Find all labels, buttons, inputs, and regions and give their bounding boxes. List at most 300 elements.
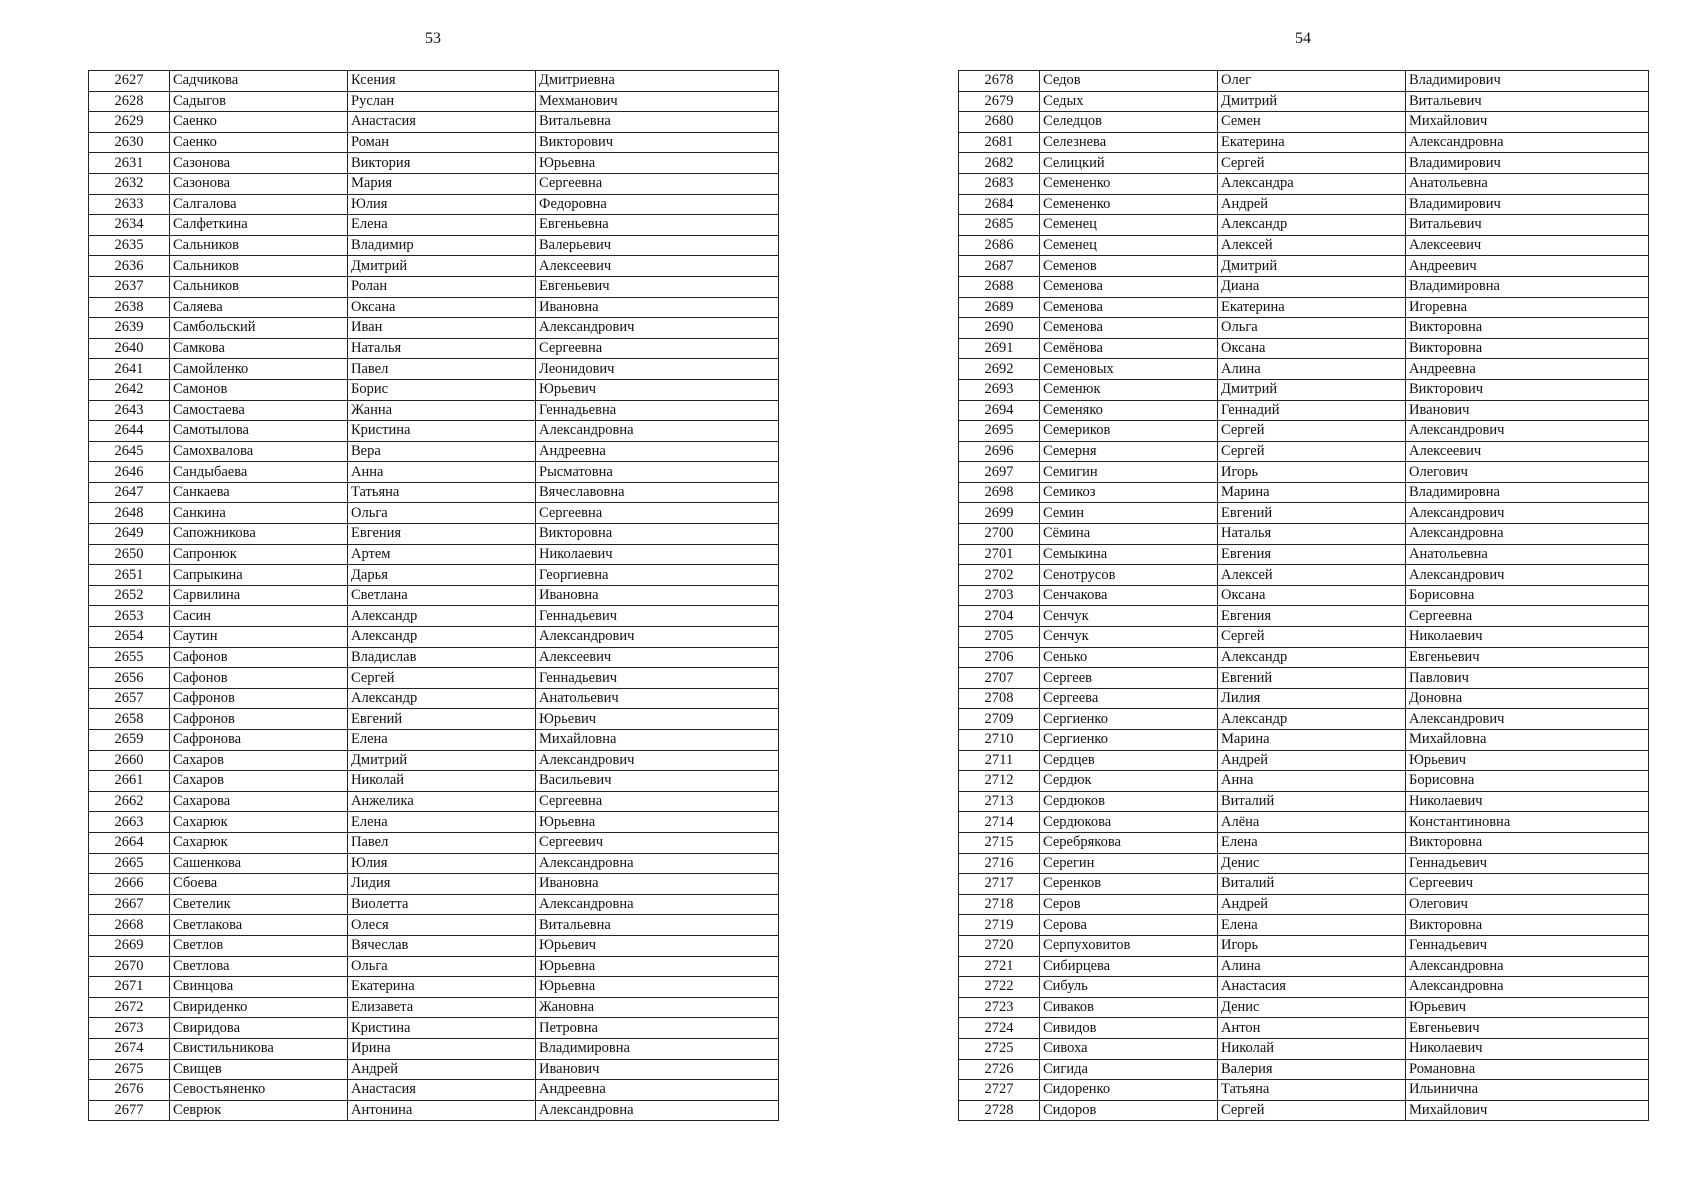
table-row [959,194,1649,215]
first-name-cell: Анна [348,462,536,483]
patronymic-cell: Николаевич [536,544,779,565]
patronymic-cell: Алексеевич [536,647,779,668]
row-number-cell: 2697 [959,462,1040,483]
row-number-cell: 2644 [89,421,170,442]
first-name-cell: Алина [1218,956,1406,977]
table-row [89,524,779,545]
table-row [959,400,1649,421]
table-row [959,750,1649,771]
last-name-cell: Сапронюк [170,544,348,565]
table-row [959,935,1649,956]
row-number-cell: 2713 [959,791,1040,812]
first-name-cell: Екатерина [1218,132,1406,153]
first-name-cell: Ксения [348,71,536,92]
table-row [89,565,779,586]
table-row [89,730,779,751]
first-name-cell: Анжелика [348,791,536,812]
last-name-cell: Сердюкова [1040,812,1218,833]
row-number-cell: 2690 [959,318,1040,339]
first-name-cell: Олеся [348,915,536,936]
table-row [959,874,1649,895]
row-number-cell: 2659 [89,730,170,751]
patronymic-cell: Евгеньевич [1406,1018,1649,1039]
row-number-cell: 2637 [89,276,170,297]
last-name-cell: Светелик [170,894,348,915]
last-name-cell: Саенко [170,112,348,133]
patronymic-cell: Юрьевич [536,935,779,956]
first-name-cell: Дмитрий [348,750,536,771]
patronymic-cell: Борисовна [1406,585,1649,606]
first-name-cell: Мария [348,173,536,194]
first-name-cell: Павел [348,359,536,380]
patronymic-cell: Ивановна [536,585,779,606]
row-number-cell: 2719 [959,915,1040,936]
last-name-cell: Свистильникова [170,1038,348,1059]
last-name-cell: Сидоренко [1040,1080,1218,1101]
first-name-cell: Елена [1218,915,1406,936]
first-name-cell: Владимир [348,235,536,256]
table-row [959,235,1649,256]
first-name-cell: Андрей [348,1059,536,1080]
first-name-cell: Евгений [348,709,536,730]
first-name-cell: Дмитрий [1218,256,1406,277]
patronymic-cell: Борисовна [1406,771,1649,792]
table-row [89,482,779,503]
last-name-cell: Серебрякова [1040,832,1218,853]
first-name-cell: Дмитрий [1218,91,1406,112]
table-row [89,1059,779,1080]
last-name-cell: Семигин [1040,462,1218,483]
first-name-cell: Николай [1218,1038,1406,1059]
patronymic-cell: Георгиевна [536,565,779,586]
last-name-cell: Сапожникова [170,524,348,545]
patronymic-cell: Андреевна [536,441,779,462]
table-row [959,462,1649,483]
first-name-cell: Роман [348,132,536,153]
row-number-cell: 2629 [89,112,170,133]
table-row [89,297,779,318]
first-name-cell: Вера [348,441,536,462]
last-name-cell: Сахарюк [170,832,348,853]
patronymic-cell: Владимировна [1406,482,1649,503]
row-number-cell: 2668 [89,915,170,936]
last-name-cell: Сашенкова [170,853,348,874]
patronymic-cell: Олегович [1406,462,1649,483]
row-number-cell: 2677 [89,1100,170,1121]
first-name-cell: Наталья [348,338,536,359]
patronymic-cell: Ильинична [1406,1080,1649,1101]
patronymic-cell: Евгеньевна [536,215,779,236]
last-name-cell: Садыгов [170,91,348,112]
table-row [89,647,779,668]
table-row [959,153,1649,174]
first-name-cell: Лидия [348,874,536,895]
table-row [959,647,1649,668]
row-number-cell: 2717 [959,874,1040,895]
table-row [89,153,779,174]
last-name-cell: Сасин [170,606,348,627]
row-number-cell: 2716 [959,853,1040,874]
last-name-cell: Сивидов [1040,1018,1218,1039]
row-number-cell: 2728 [959,1100,1040,1121]
patronymic-cell: Геннадьевич [1406,935,1649,956]
patronymic-cell: Доновна [1406,688,1649,709]
row-number-cell: 2725 [959,1038,1040,1059]
first-name-cell: Светлана [348,585,536,606]
table-row [959,524,1649,545]
last-name-cell: Серова [1040,915,1218,936]
row-number-cell: 2703 [959,585,1040,606]
last-name-cell: Сидоров [1040,1100,1218,1121]
table-row [89,1100,779,1121]
row-number-cell: 2634 [89,215,170,236]
patronymic-cell: Геннадьевич [1406,853,1649,874]
first-name-cell: Иван [348,318,536,339]
patronymic-cell: Павлович [1406,668,1649,689]
last-name-cell: Семенец [1040,235,1218,256]
row-number-cell: 2688 [959,276,1040,297]
row-number-cell: 2685 [959,215,1040,236]
last-name-cell: Сафонов [170,647,348,668]
row-number-cell: 2679 [959,91,1040,112]
first-name-cell: Сергей [1218,421,1406,442]
patronymic-cell: Юрьевна [536,812,779,833]
last-name-cell: Серпуховитов [1040,935,1218,956]
first-name-cell: Игорь [1218,935,1406,956]
first-name-cell: Ирина [348,1038,536,1059]
table-row [89,874,779,895]
patronymic-cell: Викторович [536,132,779,153]
table-row [959,338,1649,359]
table-row [89,977,779,998]
table-row [89,1018,779,1039]
first-name-cell: Виктория [348,153,536,174]
patronymic-cell: Юрьевич [1406,997,1649,1018]
last-name-cell: Семенов [1040,256,1218,277]
last-name-cell: Сазонова [170,173,348,194]
first-name-cell: Анастасия [1218,977,1406,998]
patronymic-cell: Михайловна [1406,730,1649,751]
last-name-cell: Сиваков [1040,997,1218,1018]
last-name-cell: Семикоз [1040,482,1218,503]
last-name-cell: Седов [1040,71,1218,92]
last-name-cell: Сердюков [1040,791,1218,812]
first-name-cell: Кристина [348,421,536,442]
row-number-cell: 2721 [959,956,1040,977]
patronymic-cell: Александрович [536,318,779,339]
row-number-cell: 2641 [89,359,170,380]
row-number-cell: 2649 [89,524,170,545]
last-name-cell: Светлов [170,935,348,956]
table-row [959,709,1649,730]
table-row [959,688,1649,709]
patronymic-cell: Андреевич [1406,256,1649,277]
table-row [959,503,1649,524]
row-number-cell: 2631 [89,153,170,174]
last-name-cell: Самохвалова [170,441,348,462]
patronymic-cell: Сергеевна [536,791,779,812]
row-number-cell: 2647 [89,482,170,503]
first-name-cell: Виолетта [348,894,536,915]
patronymic-cell: Юрьевич [536,709,779,730]
last-name-cell: Семенова [1040,276,1218,297]
row-number-cell: 2653 [89,606,170,627]
last-name-cell: Самкова [170,338,348,359]
row-number-cell: 2691 [959,338,1040,359]
patronymic-cell: Константиновна [1406,812,1649,833]
first-name-cell: Александр [1218,709,1406,730]
patronymic-cell: Александровна [536,894,779,915]
last-name-cell: Серенков [1040,874,1218,895]
row-number-cell: 2642 [89,379,170,400]
patronymic-cell: Владимировна [1406,276,1649,297]
row-number-cell: 2726 [959,1059,1040,1080]
first-name-cell: Елизавета [348,997,536,1018]
table-row [89,235,779,256]
table-row [89,71,779,92]
row-number-cell: 2718 [959,894,1040,915]
last-name-cell: Семеновых [1040,359,1218,380]
first-name-cell: Татьяна [1218,1080,1406,1101]
last-name-cell: Семенова [1040,318,1218,339]
first-name-cell: Юлия [348,853,536,874]
table-row [89,997,779,1018]
patronymic-cell: Дмитриевна [536,71,779,92]
table-row [89,1080,779,1101]
first-name-cell: Сергей [1218,441,1406,462]
table-row [89,421,779,442]
patronymic-cell: Николаевич [1406,791,1649,812]
row-number-cell: 2667 [89,894,170,915]
last-name-cell: Севостьяненко [170,1080,348,1101]
first-name-cell: Елена [348,730,536,751]
first-name-cell: Алина [1218,359,1406,380]
row-number-cell: 2710 [959,730,1040,751]
patronymic-cell: Сергеевна [536,338,779,359]
table-row [959,421,1649,442]
last-name-cell: Салфеткина [170,215,348,236]
patronymic-cell: Сергеевна [536,173,779,194]
first-name-cell: Александр [1218,647,1406,668]
last-name-cell: Семенова [1040,297,1218,318]
row-number-cell: 2650 [89,544,170,565]
table-row [89,791,779,812]
row-number-cell: 2669 [89,935,170,956]
last-name-cell: Сальников [170,276,348,297]
first-name-cell: Вячеслав [348,935,536,956]
table-row [89,400,779,421]
last-name-cell: Сахаров [170,750,348,771]
table-row [89,276,779,297]
patronymic-cell: Александровна [536,853,779,874]
patronymic-cell: Олегович [1406,894,1649,915]
table-row [959,276,1649,297]
row-number-cell: 2627 [89,71,170,92]
patronymic-cell: Петровна [536,1018,779,1039]
table-row [959,606,1649,627]
table-row [959,256,1649,277]
first-name-cell: Александра [1218,173,1406,194]
patronymic-cell: Андреевна [1406,359,1649,380]
table-row [89,173,779,194]
last-name-cell: Самонов [170,379,348,400]
table-row [959,112,1649,133]
patronymic-cell: Витальевич [1406,91,1649,112]
last-name-cell: Сальников [170,256,348,277]
patronymic-cell: Анатольевна [1406,544,1649,565]
first-name-cell: Игорь [1218,462,1406,483]
first-name-cell: Анастасия [348,1080,536,1101]
patronymic-cell: Юрьевна [536,977,779,998]
patronymic-cell: Александрович [1406,565,1649,586]
row-number-cell: 2648 [89,503,170,524]
table-row [959,977,1649,998]
row-number-cell: 2654 [89,627,170,648]
row-number-cell: 2720 [959,935,1040,956]
row-number-cell: 2673 [89,1018,170,1039]
row-number-cell: 2689 [959,297,1040,318]
row-number-cell: 2727 [959,1080,1040,1101]
patronymic-cell: Витальевна [536,112,779,133]
last-name-cell: Семерня [1040,441,1218,462]
row-number-cell: 2663 [89,812,170,833]
patronymic-cell: Александрович [536,627,779,648]
first-name-cell: Алёна [1218,812,1406,833]
last-name-cell: Сибирцева [1040,956,1218,977]
row-number-cell: 2643 [89,400,170,421]
patronymic-cell: Романовна [1406,1059,1649,1080]
table-row [959,173,1649,194]
table-row [89,771,779,792]
first-name-cell: Елена [348,215,536,236]
row-number-cell: 2684 [959,194,1040,215]
first-name-cell: Ольга [1218,318,1406,339]
first-name-cell: Антонина [348,1100,536,1121]
patronymic-cell: Викторович [1406,379,1649,400]
table-row [959,1038,1649,1059]
last-name-cell: Свиридова [170,1018,348,1039]
first-name-cell: Оксана [348,297,536,318]
patronymic-cell: Евгеньевич [1406,647,1649,668]
row-number-cell: 2704 [959,606,1040,627]
last-name-cell: Сенчук [1040,606,1218,627]
last-name-cell: Сергеев [1040,668,1218,689]
row-number-cell: 2652 [89,585,170,606]
row-number-cell: 2635 [89,235,170,256]
patronymic-cell: Ивановна [536,874,779,895]
row-number-cell: 2707 [959,668,1040,689]
row-number-cell: 2694 [959,400,1040,421]
patronymic-cell: Ивановна [536,297,779,318]
last-name-cell: Сазонова [170,153,348,174]
patronymic-cell: Рысматовна [536,462,779,483]
last-name-cell: Сенотрусов [1040,565,1218,586]
last-name-cell: Сапрыкина [170,565,348,586]
table-row [89,627,779,648]
table-row [959,482,1649,503]
row-number-cell: 2715 [959,832,1040,853]
patronymic-cell: Мехманович [536,91,779,112]
last-name-cell: Свищев [170,1059,348,1080]
row-number-cell: 2723 [959,997,1040,1018]
row-number-cell: 2656 [89,668,170,689]
roster-table-body [89,71,779,1121]
row-number-cell: 2686 [959,235,1040,256]
last-name-cell: Сергиенко [1040,709,1218,730]
last-name-cell: Селезнева [1040,132,1218,153]
first-name-cell: Татьяна [348,482,536,503]
first-name-cell: Денис [1218,853,1406,874]
last-name-cell: Салгалова [170,194,348,215]
patronymic-cell: Сергеевна [1406,606,1649,627]
table-row [89,750,779,771]
patronymic-cell: Викторовна [1406,915,1649,936]
first-name-cell: Виталий [1218,874,1406,895]
table-row [959,956,1649,977]
patronymic-cell: Юрьевна [536,153,779,174]
row-number-cell: 2687 [959,256,1040,277]
last-name-cell: Санкаева [170,482,348,503]
row-number-cell: 2640 [89,338,170,359]
page-number: 54 [1295,30,1311,47]
row-number-cell: 2632 [89,173,170,194]
patronymic-cell: Леонидович [536,359,779,380]
table-row [959,791,1649,812]
last-name-cell: Семёнова [1040,338,1218,359]
patronymic-cell: Геннадьевич [536,668,779,689]
table-row [89,91,779,112]
table-row [89,462,779,483]
patronymic-cell: Николаевич [1406,1038,1649,1059]
roster-table [958,70,1649,1121]
last-name-cell: Самойленко [170,359,348,380]
table-row [89,338,779,359]
row-number-cell: 2693 [959,379,1040,400]
first-name-cell: Евгений [1218,503,1406,524]
table-row [959,71,1649,92]
last-name-cell: Сенчакова [1040,585,1218,606]
row-number-cell: 2661 [89,771,170,792]
row-number-cell: 2645 [89,441,170,462]
last-name-cell: Саенко [170,132,348,153]
first-name-cell: Жанна [348,400,536,421]
table-row [89,215,779,236]
table-row [959,627,1649,648]
row-number-cell: 2692 [959,359,1040,380]
patronymic-cell: Алексеевич [1406,441,1649,462]
last-name-cell: Светлова [170,956,348,977]
patronymic-cell: Юрьевич [1406,750,1649,771]
first-name-cell: Екатерина [1218,297,1406,318]
first-name-cell: Сергей [1218,627,1406,648]
row-number-cell: 2696 [959,441,1040,462]
last-name-cell: Сафронов [170,709,348,730]
table-row [89,256,779,277]
patronymic-cell: Алексеевич [1406,235,1649,256]
patronymic-cell: Михайлович [1406,1100,1649,1121]
patronymic-cell: Александровна [1406,977,1649,998]
last-name-cell: Семеняко [1040,400,1218,421]
table-row [959,668,1649,689]
table-row [89,359,779,380]
row-number-cell: 2683 [959,173,1040,194]
patronymic-cell: Витальевич [1406,215,1649,236]
table-row [959,565,1649,586]
row-number-cell: 2638 [89,297,170,318]
first-name-cell: Оксана [1218,338,1406,359]
first-name-cell: Юлия [348,194,536,215]
patronymic-cell: Михайловна [536,730,779,751]
